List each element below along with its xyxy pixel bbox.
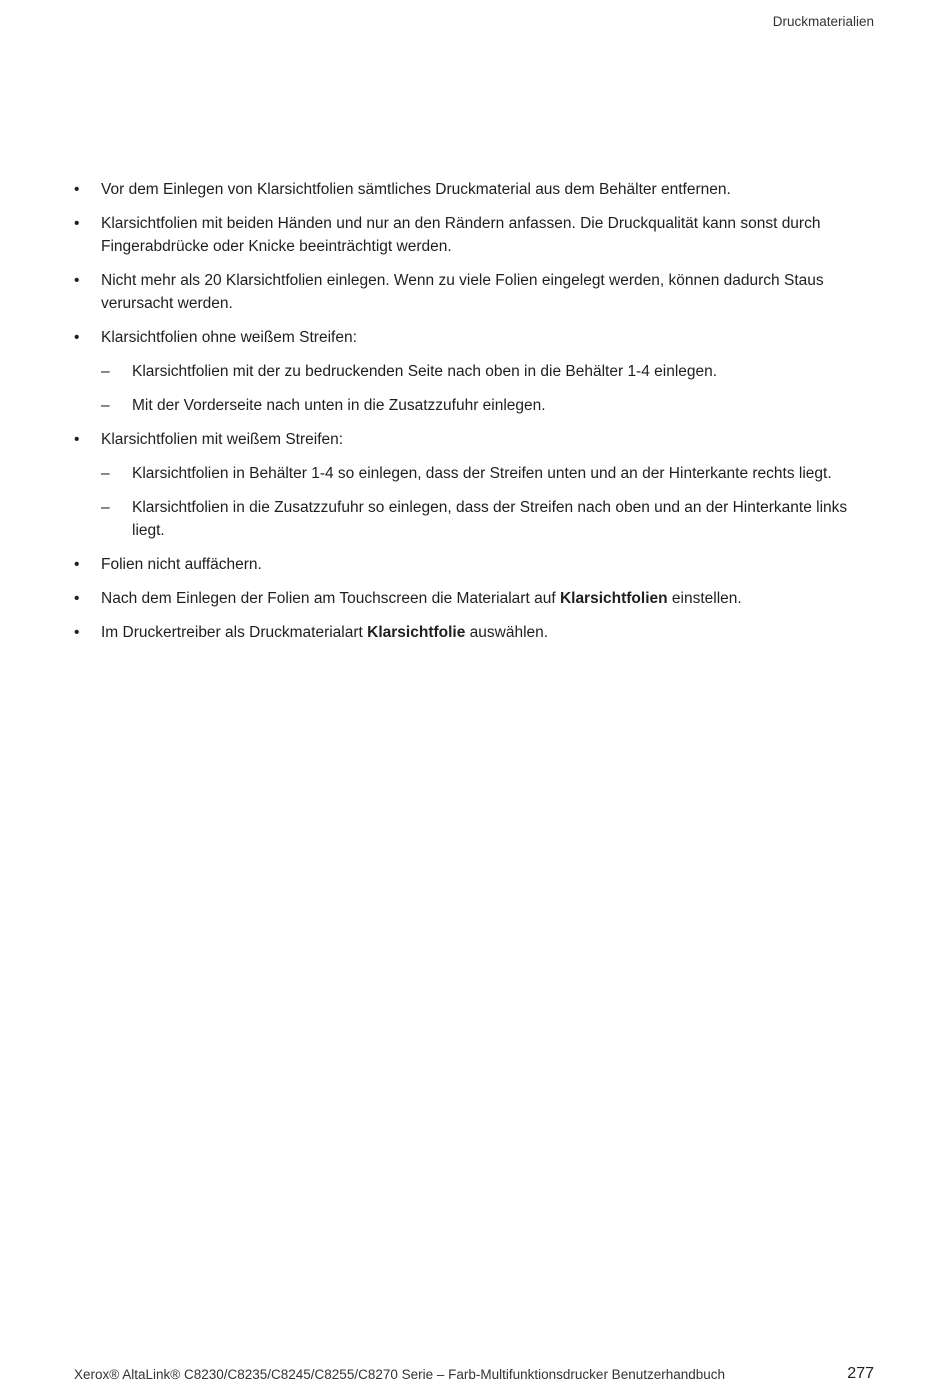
list-item [74, 212, 874, 258]
list-item [74, 269, 874, 315]
bullet-marker: • [74, 624, 80, 641]
list-item [74, 326, 874, 417]
ui-term-klarsichtfolien: Klarsichtfolien [559, 590, 668, 607]
list-item [74, 428, 874, 542]
list-item [74, 587, 874, 610]
bullet-marker: • [74, 272, 80, 289]
bullet-marker: • [74, 329, 80, 346]
sub-list-item-text: Klarsichtfolien in Behälter 1-4 so einlegen, dass der Streifen unten und an der Hinterkante rechts liegt. [132, 465, 832, 482]
dash-marker: – [101, 499, 110, 516]
sub-list [101, 360, 874, 417]
list-item-text-post: einstellen. [667, 590, 742, 607]
list-item-text-pre: Im Druckertreiber als Druckmaterialart [101, 624, 368, 641]
running-header: Druckmaterialien [772, 14, 874, 29]
bullet-marker: • [74, 590, 80, 607]
list-item-text: Nicht mehr als 20 Klarsichtfolien einlegen. Wenn zu viele Folien eingelegt werden, können dadurch Staus verursacht werden. [101, 272, 824, 312]
list-item-text: Folien nicht auffächern. [101, 556, 262, 573]
list-item-text: Vor dem Einlegen von Klarsichtfolien sämtliches Druckmaterial aus dem Behälter entfernen. [101, 181, 731, 198]
list-item-text: Klarsichtfolien mit weißem Streifen: [101, 431, 344, 448]
dash-marker: – [101, 465, 110, 482]
footer-title: Xerox® AltaLink® C8230/C8235/C8245/C8255/C8270 Serie – Farb-Multifunktionsdrucker Benutzerhandbuch [74, 1367, 726, 1382]
list-item-text: Klarsichtfolien ohne weißem Streifen: [101, 329, 357, 346]
dash-marker: – [101, 397, 110, 414]
sub-list-item-text: Mit der Vorderseite nach unten in die Zusatzzufuhr einlegen. [132, 397, 546, 414]
sub-list-item-text: Klarsichtfolien in die Zusatzzufuhr so einlegen, dass der Streifen nach oben und an der Hinterkante links liegt. [132, 499, 848, 539]
ui-term-klarsichtfolie: Klarsichtfolie [367, 624, 466, 641]
bullet-marker: • [74, 215, 80, 232]
sub-list-item [101, 496, 874, 542]
sub-list-item [101, 394, 874, 417]
bullet-marker: • [74, 556, 80, 573]
list-item-text-pre: Nach dem Einlegen der Folien am Touchscreen die Materialart auf [101, 590, 560, 607]
dash-marker: – [101, 363, 110, 380]
sub-list-item [101, 360, 874, 383]
list-item-text: Klarsichtfolien mit beiden Händen und nur an den Rändern anfassen. Die Druckqualität kann sonst durch Fingerabdrücke oder Knicke beeinträchtigt werden. [101, 215, 821, 255]
list-item-text-post: auswählen. [465, 624, 549, 641]
bullet-list [74, 178, 874, 644]
list-item [74, 178, 874, 201]
page-number: 277 [847, 1365, 874, 1382]
main-content [74, 178, 874, 655]
list-item [74, 621, 874, 644]
sub-list-item [101, 462, 874, 485]
sub-list-item-text: Klarsichtfolien mit der zu bedruckenden Seite nach oben in die Behälter 1-4 einlegen. [132, 363, 718, 380]
bullet-marker: • [74, 431, 80, 448]
bullet-marker: • [74, 181, 80, 198]
sub-list [101, 462, 874, 542]
list-item [74, 553, 874, 576]
